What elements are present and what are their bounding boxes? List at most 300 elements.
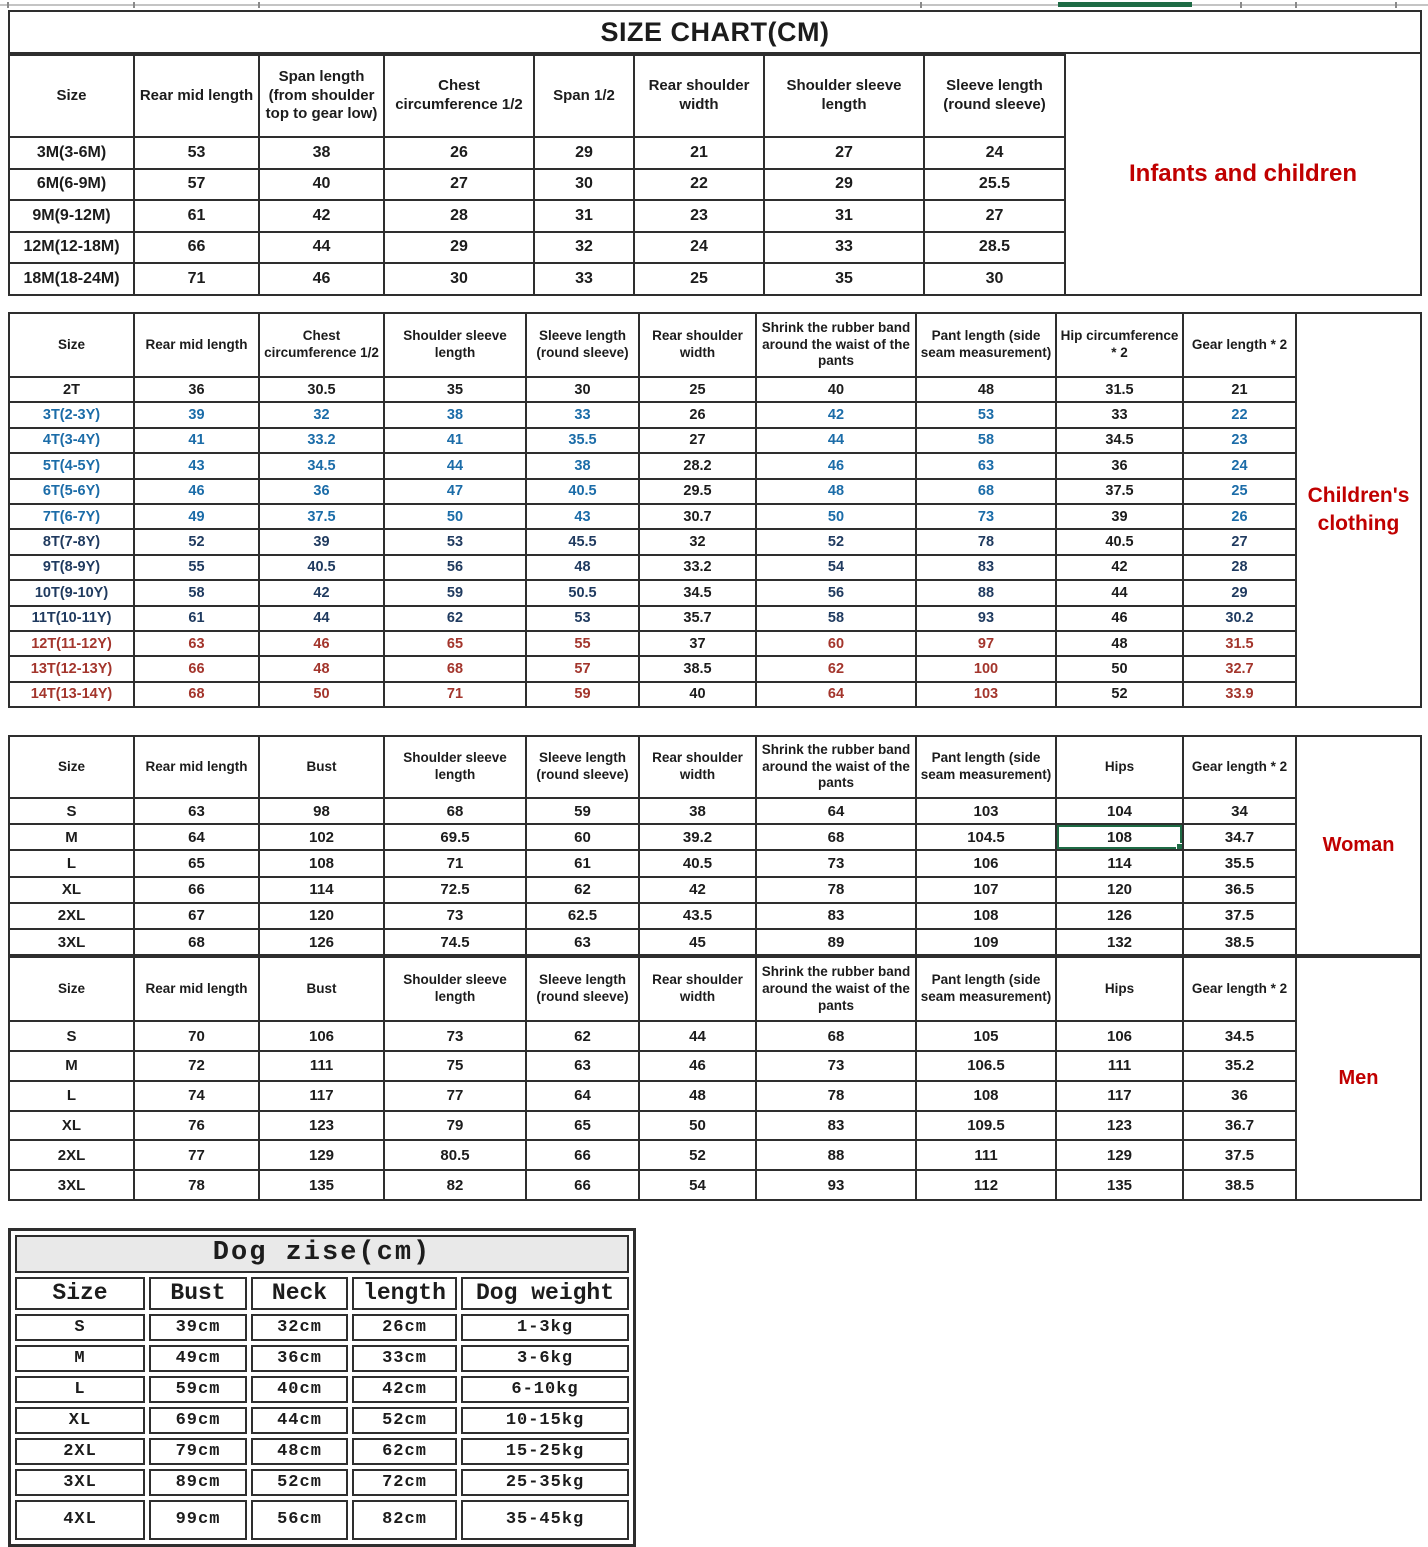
table-cell: 9T(8-9Y) xyxy=(9,555,134,580)
table-cell: 38.5 xyxy=(639,656,756,681)
column-header: Span length (from shoulder top to gear low) xyxy=(259,55,384,137)
table-cell: 73 xyxy=(384,903,526,929)
table-cell: 83 xyxy=(756,903,916,929)
table-cell: 123 xyxy=(1056,1111,1183,1141)
table-cell: 13T(12-13Y) xyxy=(9,656,134,681)
table-cell: 34.5 xyxy=(259,453,384,478)
table-cell: 99cm xyxy=(149,1500,247,1540)
table-cell: 44 xyxy=(1056,580,1183,605)
table-cell: 61 xyxy=(526,850,639,876)
table-cell: 68 xyxy=(756,1021,916,1051)
table-cell: 64 xyxy=(526,1081,639,1111)
table-cell: 54 xyxy=(756,555,916,580)
table-row xyxy=(9,504,1296,529)
table-cell: 111 xyxy=(916,1140,1056,1170)
table-cell: 78 xyxy=(134,1170,259,1200)
table-cell: 40cm xyxy=(251,1376,348,1403)
table-cell: 34.5 xyxy=(639,580,756,605)
table-cell: 106.5 xyxy=(916,1051,1056,1081)
table-cell: 28.2 xyxy=(639,453,756,478)
table-cell: 32cm xyxy=(251,1314,348,1341)
column-header: Gear length * 2 xyxy=(1183,313,1296,377)
column-header: Rear shoulder width xyxy=(639,957,756,1021)
table-cell: 52 xyxy=(1056,682,1183,707)
table-cell: 63 xyxy=(526,1051,639,1081)
table-cell: 46 xyxy=(756,453,916,478)
table-cell: 83 xyxy=(916,555,1056,580)
table-cell: 66 xyxy=(526,1140,639,1170)
header-row xyxy=(9,313,1296,377)
table-cell: 106 xyxy=(1056,1021,1183,1051)
column-header: Rear mid length xyxy=(134,957,259,1021)
header-row xyxy=(9,736,1296,798)
table-cell: 60 xyxy=(526,824,639,850)
table-cell: 36cm xyxy=(251,1345,348,1372)
table-row xyxy=(9,903,1296,929)
column-tick xyxy=(1395,2,1397,8)
table-cell: 62.5 xyxy=(526,903,639,929)
table-cell: 129 xyxy=(1056,1140,1183,1170)
table-row xyxy=(9,263,1065,295)
gridline xyxy=(0,4,1428,6)
column-header: Rear mid length xyxy=(134,55,259,137)
column-header: Chest circumference 1/2 xyxy=(384,55,534,137)
table-cell: XL xyxy=(9,1111,134,1141)
table-cell: 42 xyxy=(259,200,384,232)
table-row xyxy=(9,402,1296,427)
table-cell: 7T(6-7Y) xyxy=(9,504,134,529)
table-cell: 64 xyxy=(756,682,916,707)
table-cell: 25.5 xyxy=(924,169,1065,201)
column-header: Bust xyxy=(259,957,384,1021)
table-cell: 56 xyxy=(384,555,526,580)
table-cell: 22 xyxy=(634,169,764,201)
table-row xyxy=(9,877,1296,903)
table-cell: 3-6kg xyxy=(461,1345,629,1372)
adults-section xyxy=(8,735,1422,1201)
table-cell: XL xyxy=(15,1407,145,1434)
column-header: Hip circumference * 2 xyxy=(1056,313,1183,377)
table-cell: 100 xyxy=(916,656,1056,681)
table-row xyxy=(9,631,1296,656)
table-cell: 24 xyxy=(924,137,1065,169)
table-cell: 35.7 xyxy=(639,606,756,631)
table-cell: 32 xyxy=(259,402,384,427)
table-cell: 129 xyxy=(259,1140,384,1170)
table-cell: 109 xyxy=(916,929,1056,955)
table-cell: 4XL xyxy=(15,1500,145,1540)
table-cell: 10-15kg xyxy=(461,1407,629,1434)
table-cell: 29 xyxy=(384,232,534,264)
table-row xyxy=(9,1170,1296,1200)
table-cell: 89 xyxy=(756,929,916,955)
table-row xyxy=(9,555,1296,580)
children-section xyxy=(8,312,1422,708)
table-cell: 3XL xyxy=(15,1469,145,1496)
table-cell: 49cm xyxy=(149,1345,247,1372)
table-cell: 39cm xyxy=(149,1314,247,1341)
table-cell: 33cm xyxy=(352,1345,457,1372)
table-cell: 78 xyxy=(756,1081,916,1111)
table-cell: 48 xyxy=(916,377,1056,402)
table-cell: 117 xyxy=(259,1081,384,1111)
table-cell: 32 xyxy=(534,232,634,264)
table-row xyxy=(9,606,1296,631)
table-cell: 63 xyxy=(916,453,1056,478)
table-cell: 38 xyxy=(639,798,756,824)
table-cell: 44 xyxy=(639,1021,756,1051)
table-cell: 111 xyxy=(1056,1051,1183,1081)
table-cell: 38 xyxy=(526,453,639,478)
table-row xyxy=(9,824,1296,850)
table-cell: 67 xyxy=(134,903,259,929)
men-table xyxy=(8,956,1297,1201)
column-tick xyxy=(1295,2,1297,8)
table-cell: 73 xyxy=(756,1051,916,1081)
table-cell: 29 xyxy=(1183,580,1296,605)
table-cell: 6T(5-6Y) xyxy=(9,479,134,504)
table-cell: 59 xyxy=(526,798,639,824)
table-cell: 40 xyxy=(756,377,916,402)
table-cell: 50 xyxy=(639,1111,756,1141)
table-cell: 68 xyxy=(134,929,259,955)
table-cell: 109.5 xyxy=(916,1111,1056,1141)
table-row xyxy=(15,1314,629,1341)
table-cell: 61 xyxy=(134,606,259,631)
table-cell: 71 xyxy=(384,850,526,876)
table-cell: L xyxy=(9,850,134,876)
column-tick xyxy=(1240,2,1242,8)
column-header: Rear mid length xyxy=(134,736,259,798)
dog-section xyxy=(8,1228,636,1547)
table-row xyxy=(15,1500,629,1540)
table-cell: 34.7 xyxy=(1183,824,1296,850)
table-cell: 36 xyxy=(1056,453,1183,478)
table-cell: 26 xyxy=(384,137,534,169)
table-cell: 62 xyxy=(526,877,639,903)
table-cell: 108 xyxy=(259,850,384,876)
table-row xyxy=(9,580,1296,605)
table-cell: 68 xyxy=(756,824,916,850)
table-cell: 65 xyxy=(134,850,259,876)
column-header: Chest circumference 1/2 xyxy=(259,313,384,377)
table-cell: 46 xyxy=(259,631,384,656)
table-cell: 56 xyxy=(756,580,916,605)
table-cell: 55 xyxy=(526,631,639,656)
table-cell: 48 xyxy=(639,1081,756,1111)
table-cell: 30.2 xyxy=(1183,606,1296,631)
table-cell: 108 xyxy=(916,903,1056,929)
table-cell: 2XL xyxy=(9,903,134,929)
column-header: Sleeve length (round sleeve) xyxy=(526,313,639,377)
table-cell: 41 xyxy=(384,428,526,453)
table-cell: 50 xyxy=(756,504,916,529)
table-cell: 34 xyxy=(1183,798,1296,824)
column-tick xyxy=(920,2,922,8)
table-cell: 40 xyxy=(639,682,756,707)
table-cell: 30 xyxy=(534,169,634,201)
table-cell: 26 xyxy=(639,402,756,427)
table-cell: 30 xyxy=(384,263,534,295)
table-row xyxy=(9,169,1065,201)
table-cell: 46 xyxy=(134,479,259,504)
table-cell: 43 xyxy=(526,504,639,529)
table-row xyxy=(9,479,1296,504)
table-row xyxy=(9,798,1296,824)
woman-label: Woman xyxy=(1297,735,1422,956)
table-cell: 39 xyxy=(1056,504,1183,529)
column-header: Sleeve length (round sleeve) xyxy=(526,957,639,1021)
table-cell: 45.5 xyxy=(526,529,639,554)
table-cell: 66 xyxy=(134,232,259,264)
table-cell: 120 xyxy=(1056,877,1183,903)
table-cell: 52 xyxy=(134,529,259,554)
column-header: Sleeve length (round sleeve) xyxy=(924,55,1065,137)
table-cell: 97 xyxy=(916,631,1056,656)
table-cell: 74.5 xyxy=(384,929,526,955)
column-tick xyxy=(133,2,135,8)
selected-column-indicator xyxy=(1058,2,1192,7)
column-header: Shrink the rubber band around the waist of the pants xyxy=(756,957,916,1021)
table-cell: 44 xyxy=(259,232,384,264)
table-cell: 66 xyxy=(134,656,259,681)
infants-section xyxy=(8,10,1422,296)
table-cell: 71 xyxy=(134,263,259,295)
table-cell: 35 xyxy=(384,377,526,402)
table-cell: 66 xyxy=(134,877,259,903)
table-cell: 48 xyxy=(756,479,916,504)
table-cell: 8T(7-8Y) xyxy=(9,529,134,554)
table-cell: 49 xyxy=(134,504,259,529)
woman-table xyxy=(8,735,1297,956)
table-cell: 30.7 xyxy=(639,504,756,529)
table-cell: 61 xyxy=(134,200,259,232)
table-cell: 46 xyxy=(259,263,384,295)
table-cell: 6-10kg xyxy=(461,1376,629,1403)
table-cell: 37.5 xyxy=(1183,1140,1296,1170)
table-row xyxy=(9,428,1296,453)
table-cell: S xyxy=(9,798,134,824)
table-cell: 62 xyxy=(526,1021,639,1051)
column-header: Size xyxy=(9,736,134,798)
column-header: Dog weight xyxy=(461,1277,629,1310)
table-row xyxy=(15,1469,629,1496)
table-cell: 72.5 xyxy=(384,877,526,903)
table-cell: 38.5 xyxy=(1183,1170,1296,1200)
table-cell: 47 xyxy=(384,479,526,504)
table-cell: 21 xyxy=(634,137,764,169)
table-cell: 93 xyxy=(916,606,1056,631)
table-cell: 93 xyxy=(756,1170,916,1200)
dog-size-table xyxy=(8,1228,636,1547)
table-cell: 39 xyxy=(134,402,259,427)
infants-table xyxy=(8,54,1066,296)
table-cell: 44 xyxy=(384,453,526,478)
column-header: length xyxy=(352,1277,457,1310)
table-cell: 58 xyxy=(916,428,1056,453)
table-cell: 104 xyxy=(1056,798,1183,824)
table-row xyxy=(9,656,1296,681)
table-cell: 46 xyxy=(1056,606,1183,631)
table-cell: 65 xyxy=(384,631,526,656)
children-label-text: Children's clothing xyxy=(1307,483,1410,536)
table-cell: 120 xyxy=(259,903,384,929)
table-cell: 103 xyxy=(916,682,1056,707)
table-cell: 29 xyxy=(764,169,924,201)
table-cell: 30.5 xyxy=(259,377,384,402)
table-cell: 69cm xyxy=(149,1407,247,1434)
table-cell: 28 xyxy=(1183,555,1296,580)
table-cell: 33 xyxy=(534,263,634,295)
table-cell: 25 xyxy=(1183,479,1296,504)
table-cell: 135 xyxy=(259,1170,384,1200)
selected-cell: 108 xyxy=(1056,824,1183,850)
column-header: Rear shoulder width xyxy=(639,313,756,377)
table-cell: 44cm xyxy=(251,1407,348,1434)
table-cell: 132 xyxy=(1056,929,1183,955)
table-cell: 26cm xyxy=(352,1314,457,1341)
table-cell: 37.5 xyxy=(1183,903,1296,929)
header-row xyxy=(9,55,1065,137)
column-header: Bust xyxy=(259,736,384,798)
table-cell: 68 xyxy=(916,479,1056,504)
table-cell: 42 xyxy=(1056,555,1183,580)
table-cell: 41 xyxy=(134,428,259,453)
column-header: Shoulder sleeve length xyxy=(384,957,526,1021)
table-cell: 40.5 xyxy=(1056,529,1183,554)
table-cell: M xyxy=(9,824,134,850)
table-cell: 104.5 xyxy=(916,824,1056,850)
table-row xyxy=(9,377,1296,402)
column-header: Sleeve length (round sleeve) xyxy=(526,736,639,798)
table-cell: S xyxy=(9,1021,134,1051)
table-cell: 73 xyxy=(384,1021,526,1051)
table-cell: 50 xyxy=(259,682,384,707)
table-cell: 39.2 xyxy=(639,824,756,850)
table-cell: 12T(11-12Y) xyxy=(9,631,134,656)
table-cell: 40 xyxy=(259,169,384,201)
column-header: Span 1/2 xyxy=(534,55,634,137)
column-header: Pant length (side seam measurement) xyxy=(916,313,1056,377)
table-cell: 59 xyxy=(384,580,526,605)
table-row xyxy=(9,1021,1296,1051)
table-cell: 33 xyxy=(764,232,924,264)
table-cell: 35.2 xyxy=(1183,1051,1296,1081)
column-header: Pant length (side seam measurement) xyxy=(916,736,1056,798)
table-cell: 38 xyxy=(384,402,526,427)
table-cell: 78 xyxy=(916,529,1056,554)
table-row xyxy=(15,1438,629,1465)
table-cell: 106 xyxy=(259,1021,384,1051)
table-cell: 53 xyxy=(134,137,259,169)
table-cell: 38 xyxy=(259,137,384,169)
column-header: Shoulder sleeve length xyxy=(384,736,526,798)
table-cell: 88 xyxy=(756,1140,916,1170)
column-header: Size xyxy=(9,313,134,377)
table-row xyxy=(9,850,1296,876)
column-header: Bust xyxy=(149,1277,247,1310)
table-cell: 24 xyxy=(1183,453,1296,478)
table-cell: 68 xyxy=(134,682,259,707)
table-cell: 6M(6-9M) xyxy=(9,169,134,201)
column-header: Shoulder sleeve length xyxy=(384,313,526,377)
table-cell: 30 xyxy=(526,377,639,402)
column-header: Pant length (side seam measurement) xyxy=(916,957,1056,1021)
table-cell: 26 xyxy=(1183,504,1296,529)
table-row xyxy=(9,929,1296,955)
table-cell: 18M(18-24M) xyxy=(9,263,134,295)
table-cell: 35.5 xyxy=(526,428,639,453)
table-cell: 98 xyxy=(259,798,384,824)
table-cell: 114 xyxy=(1056,850,1183,876)
table-cell: 55 xyxy=(134,555,259,580)
table-cell: 72 xyxy=(134,1051,259,1081)
table-cell: 52cm xyxy=(251,1469,348,1496)
table-cell: 83 xyxy=(756,1111,916,1141)
table-cell: 79cm xyxy=(149,1438,247,1465)
table-cell: 28 xyxy=(384,200,534,232)
table-cell: 117 xyxy=(1056,1081,1183,1111)
table-cell: 63 xyxy=(526,929,639,955)
children-label xyxy=(1297,312,1422,708)
table-cell: 34.5 xyxy=(1056,428,1183,453)
table-cell: 39 xyxy=(259,529,384,554)
table-cell: 3XL xyxy=(9,1170,134,1200)
table-cell: 37.5 xyxy=(259,504,384,529)
table-cell: 36.7 xyxy=(1183,1111,1296,1141)
table-cell: 114 xyxy=(259,877,384,903)
children-table xyxy=(8,312,1297,708)
table-cell: 112 xyxy=(916,1170,1056,1200)
table-cell: 42cm xyxy=(352,1376,457,1403)
table-cell: 62cm xyxy=(352,1438,457,1465)
column-tick xyxy=(258,2,260,8)
table-cell: 64 xyxy=(756,798,916,824)
table-cell: 3M(3-6M) xyxy=(9,137,134,169)
table-cell: 38.5 xyxy=(1183,929,1296,955)
table-cell: 59 xyxy=(526,682,639,707)
table-row xyxy=(9,529,1296,554)
table-cell: 126 xyxy=(259,929,384,955)
table-cell: 46 xyxy=(639,1051,756,1081)
table-cell: 33.2 xyxy=(639,555,756,580)
table-cell: 32 xyxy=(639,529,756,554)
table-row xyxy=(9,137,1065,169)
table-row xyxy=(9,682,1296,707)
column-header: Neck xyxy=(251,1277,348,1310)
table-cell: 70 xyxy=(134,1021,259,1051)
table-cell: 35 xyxy=(764,263,924,295)
table-cell: 62 xyxy=(756,656,916,681)
table-cell: 79 xyxy=(384,1111,526,1141)
table-cell: 33 xyxy=(1056,402,1183,427)
table-cell: 48 xyxy=(259,656,384,681)
table-cell: 75 xyxy=(384,1051,526,1081)
table-cell: 57 xyxy=(134,169,259,201)
table-cell: 53 xyxy=(526,606,639,631)
table-cell: 52 xyxy=(756,529,916,554)
table-cell: 37 xyxy=(639,631,756,656)
table-cell: 126 xyxy=(1056,903,1183,929)
table-cell: 25 xyxy=(634,263,764,295)
table-cell: 25-35kg xyxy=(461,1469,629,1496)
table-cell: 3T(2-3Y) xyxy=(9,402,134,427)
column-header: Gear length * 2 xyxy=(1183,957,1296,1021)
table-cell: 31.5 xyxy=(1056,377,1183,402)
table-row xyxy=(9,232,1065,264)
table-row xyxy=(9,1140,1296,1170)
table-cell: 24 xyxy=(634,232,764,264)
